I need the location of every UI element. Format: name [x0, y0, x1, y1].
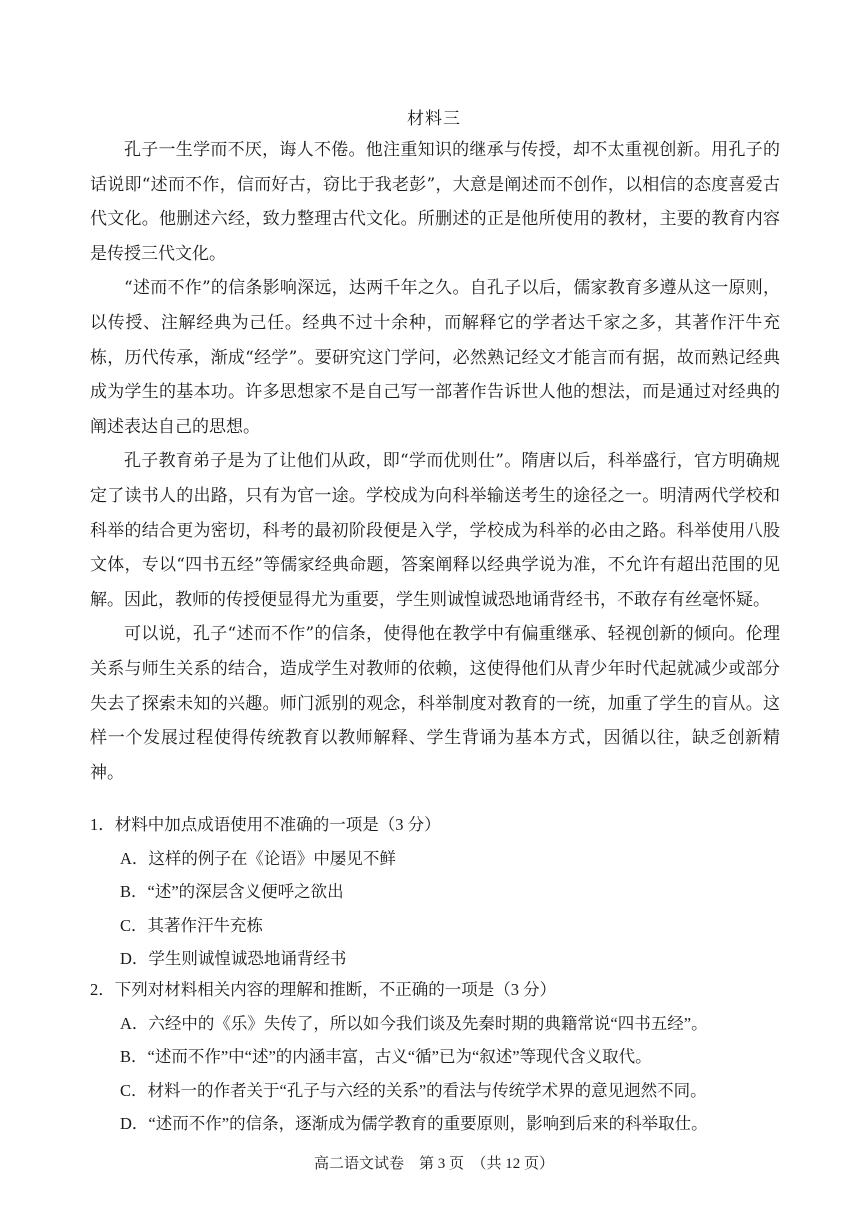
page-footer: 高二语文试卷 第 3 页 （共 12 页） [313, 1156, 554, 1172]
question-2-stem: 2．下列对材料相关内容的理解和推断，不正确的一项是（3 分） [90, 980, 557, 999]
paragraph-1: 孔子一生学而不厌，诲人不倦。他注重知识的继承与传授，却不太重视创新。用孔子的话说即“述而不作，信而好古，窃比于我老彭”，大意是阐述而不创作，以相信的态度喜爱古代文化。他删述六经，致力整理古代文化。所删述的正是他所使用的教材，主要的教育内容是传授三代文化。 [90, 140, 780, 264]
paragraph-4: 可以说，孔子“述而不作”的信条，使得他在教学中有偏重继承、轻视创新的倾向。伦理关系与师生关系的结合，造成学生对教师的依赖，这使得他们从青少年时代起就减少或部分失去了探索未知的兴趣。师门派别的观念，科举制度对教育的一统，加重了学生的盲从。这样一个发展过程使得传统教育以教师解释、学生背诵为基本方式，因循以往，缺乏创新精神。 [90, 624, 780, 783]
question-2-option-d: D．“述而不作”的信条，逐渐成为儒学教育的重要原则，影响到后来的科举取仕。 [120, 1114, 708, 1133]
paragraph-2: “述而不作”的信条影响深远，达两千年之久。自孔子以后，儒家教育多遵从这一原则，以传授、注解经典为己任。经典不过十余种，而解释它的学者达千家之多，其著作汗牛充栋，历代传承，渐成“经学”。要研究这门学问，必然熟记经文才能言而有据，故而熟记经典成为学生的基本功。许多思想家不是自己写一部著作告诉世人他的想法，而是通过对经典的阐述表达自己的思想。 [90, 278, 780, 437]
question-1-option-b: B．“述”的深层含义便呼之欲出 [120, 882, 344, 901]
question-1 [90, 808, 790, 976]
question-2-option-c: C．材料一的作者关于“孔子与六经的关系”的看法与传统学术界的意见迥然不同。 [120, 1080, 707, 1100]
question-1-option-c: C．其著作汗牛充栋 [120, 915, 264, 935]
question-1-option-a: A．这样的例子在《论语》中屡见不鲜 [120, 848, 396, 868]
question-2-option-a: A．六经中的《乐》失传了，所以如今我们谈及先秦时期的典籍常说“四书五经”。 [120, 1013, 708, 1033]
question-1-option-d: D．学生则诚惶诚恐地诵背经书 [120, 949, 347, 968]
question-2 [90, 973, 790, 1141]
material-body [90, 133, 780, 790]
paragraph-3: 孔子教育弟子是为了让他们从政，即“学而优则仕”。隋唐以后，科举盛行，官方明确规定了读书人的出路，只有为官一途。学校成为向科举输送考生的途径之一。明清两代学校和科举的结合更为密切，科考的最初阶段便是入学，学校成为科举的必由之路。科举使用八股文体，专以“四书五经”等儒家经典命题，答案阐释以经典学说为准，不允许有超出范围的见解。因此，教师的传授便显得尤为重要，学生则诚惶诚恐地诵背经书，不敢存有丝毫怀疑。 [90, 451, 780, 610]
question-1-stem: 1．材料中加点成语使用不准确的一项是（3 分） [90, 815, 441, 834]
question-2-option-b: B．“述而不作”中“述”的内涵丰富，古义“循”已为“叙述”等现代含义取代。 [120, 1047, 652, 1066]
material-title: 材料三 [407, 109, 461, 129]
